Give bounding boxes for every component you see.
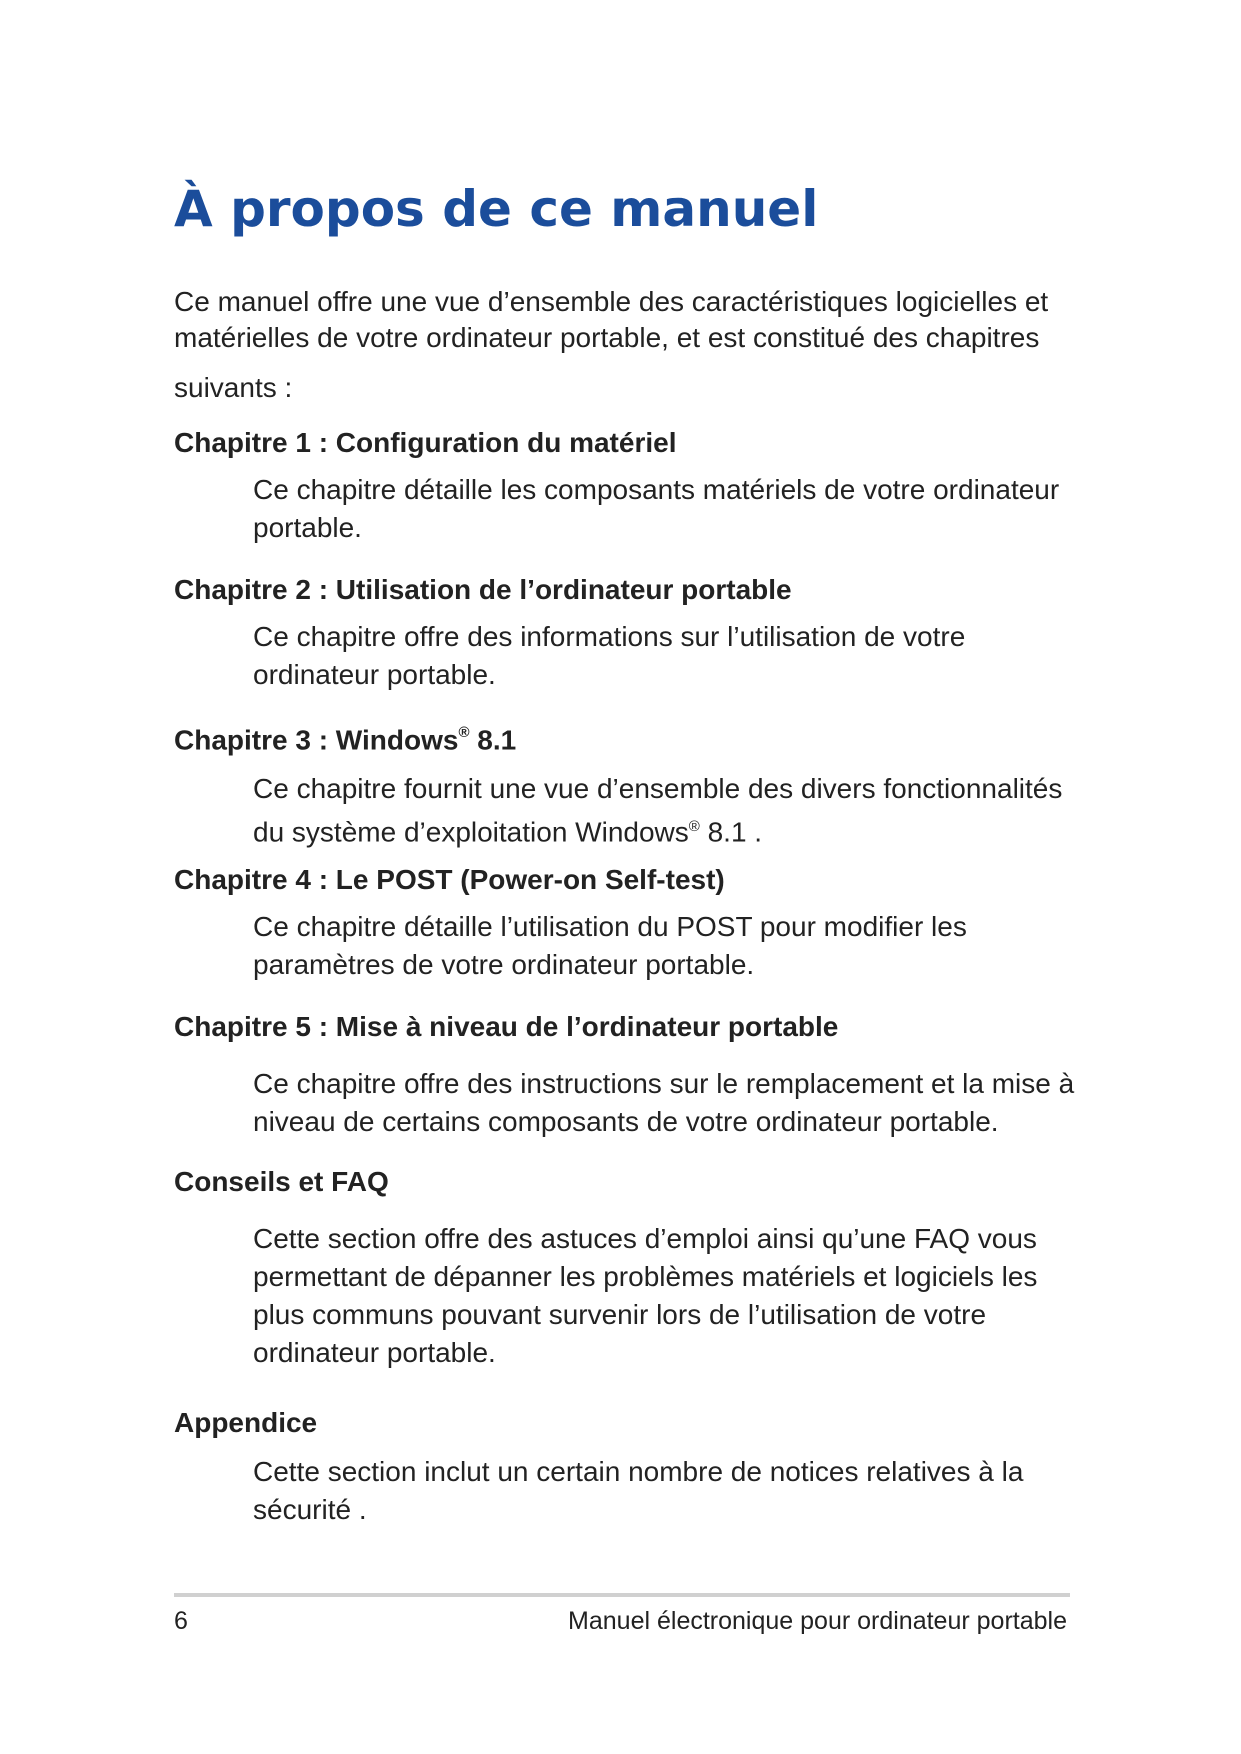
- tips-faq-title: Conseils et FAQ: [174, 1166, 389, 1197]
- chapter-1-title: Chapitre 1 : Configuration du matériel: [174, 427, 677, 458]
- tips-faq-description: Cette section offre des astuces d’emploi ainsi qu’une FAQ vous permettant de dépanner les problèmes matériels et logiciels les plus communs pouvant survenir lors de l’utilisation de votre ordinateur portable.: [253, 1223, 1038, 1368]
- chapter-4-title: Chapitre 4 : Le POST (Power-on Self-test): [174, 864, 725, 895]
- chapter-3-title-prefix: Chapitre 3 : Windows: [174, 724, 459, 756]
- chapter-4-section: [174, 862, 1094, 984]
- intro-text: Ce manuel offre une vue d’ensemble des caractéristiques logicielles et matérielles de votre ordinateur portable, et est constitué des chapitres: [174, 286, 1049, 353]
- appendix-title: Appendice: [174, 1407, 318, 1438]
- chapter-3-title: [174, 717, 1094, 758]
- chapter-3-description-prefix: Ce chapitre fournit une vue d’ensemble des divers fonctionnalités du système d’exploitation Windows: [253, 773, 1063, 848]
- intro-paragraph: [174, 284, 1094, 406]
- appendix-section: [174, 1405, 1094, 1529]
- page-number: 6: [174, 1607, 188, 1635]
- chapter-3-description: [253, 770, 1094, 851]
- footer-divider: [174, 1593, 1070, 1597]
- chapter-3-description-suffix: 8.1 .: [699, 816, 763, 848]
- registered-mark: ®: [458, 724, 470, 741]
- appendix-description: Cette section inclut un certain nombre de notices relatives à la sécurité .: [253, 1456, 1024, 1525]
- chapter-5-description: Ce chapitre offre des instructions sur le remplacement et la mise à niveau de certains composants de votre ordinateur portable.: [253, 1068, 1075, 1137]
- tips-faq-section: [174, 1164, 1094, 1372]
- chapter-2-title: Chapitre 2 : Utilisation de l’ordinateur portable: [174, 574, 792, 605]
- chapter-2-description: Ce chapitre offre des informations sur l’utilisation de votre ordinateur portable.: [253, 621, 966, 690]
- page-title: À propos de ce manuel: [174, 180, 819, 238]
- chapter-1-description: Ce chapitre détaille les composants matériels de votre ordinateur portable.: [253, 474, 1060, 543]
- registered-mark: ®: [688, 818, 700, 836]
- chapter-5-title: Chapitre 5 : Mise à niveau de l’ordinateur portable: [174, 1011, 839, 1042]
- chapter-1-section: [174, 425, 1094, 547]
- footer-manual-title: Manuel électronique pour ordinateur portable: [568, 1607, 1067, 1635]
- intro-text-last-line: suivants :: [174, 372, 293, 403]
- chapter-2-section: [174, 572, 1094, 694]
- chapter-5-section: [174, 1009, 1094, 1141]
- chapter-3-section: [174, 717, 1094, 852]
- chapter-3-title-suffix: 8.1: [469, 724, 517, 756]
- chapter-4-description: Ce chapitre détaille l’utilisation du POST pour modifier les paramètres de votre ordinateur portable.: [253, 911, 967, 980]
